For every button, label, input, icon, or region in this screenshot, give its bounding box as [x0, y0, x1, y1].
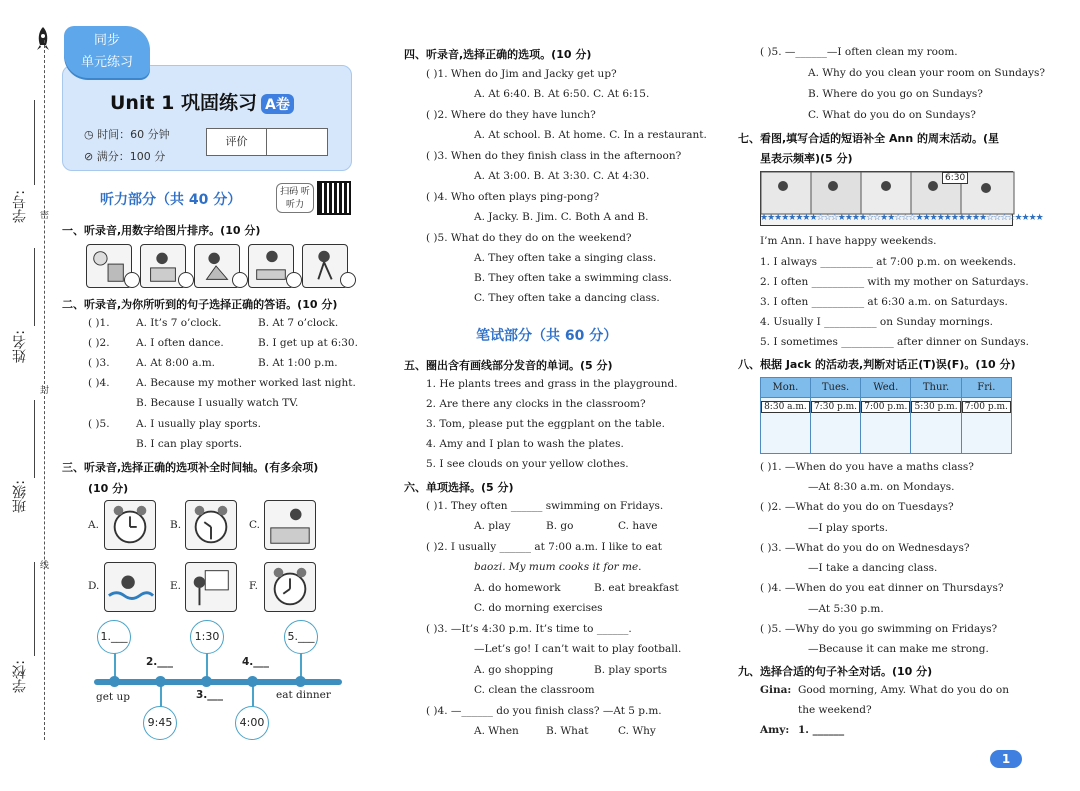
q3-points: (10 分): [88, 482, 129, 495]
q5-item-4[interactable]: 4. Amy and I plan to wash the plates.: [426, 438, 624, 450]
q7-item-3[interactable]: 3. I often __________ at 6:30 a.m. on Saturdays.: [760, 296, 1008, 308]
q2-item-1-number[interactable]: ( )1.: [88, 317, 110, 329]
q3-option-c-label: C.: [249, 519, 260, 531]
schedule-time-wed: 7:00 p.m.: [861, 401, 910, 413]
q8-heading: 八、根据 Jack 的活动表,判断对话正(T)误(F)。(10 分): [738, 358, 1016, 371]
q6-item-5-option-b: B. Where do you go on Sundays?: [808, 88, 983, 100]
qr-code-icon[interactable]: [317, 181, 351, 215]
q5-item-3[interactable]: 3. Tom, please put the eggplant on the table.: [426, 418, 665, 430]
school-blank[interactable]: [34, 562, 35, 656]
q9-heading: 九、选择合适的句子补全对话。(10 分): [738, 665, 933, 678]
timeline-slot-2[interactable]: 2.___: [146, 656, 174, 668]
timeline-end-label: eat dinner: [276, 689, 331, 701]
badge-line1: 同步: [93, 33, 120, 48]
q4-item-4-question[interactable]: ( )4. Who often plays ping-pong?: [426, 191, 600, 203]
q9-gina-name: Gina:: [760, 684, 792, 696]
q6-item-5-option-c: C. What do you do on Sundays?: [808, 109, 976, 121]
q7-intro: I’m Ann. I have happy weekends.: [760, 235, 937, 247]
schedule-day-wed: Wed.: [861, 378, 911, 398]
q3-option-b-label: B.: [170, 519, 182, 531]
q2-item-2-a: A. I often dance.: [136, 337, 224, 349]
timeline-time-130: 1:30: [190, 620, 224, 654]
q1-answer-circle-1[interactable]: [124, 272, 140, 288]
q6-item-4-question[interactable]: ( )4. —______ do you finish class? —At 5 p.m.: [426, 705, 662, 717]
q3-option-f-alarm-clock[interactable]: [264, 562, 316, 612]
q8-schedule-table: [760, 377, 1012, 454]
q2-item-4-number[interactable]: ( )4.: [88, 377, 110, 389]
q8-item-4-answer: —At 5:30 p.m.: [808, 603, 884, 615]
name-label: 姓名:: [12, 330, 28, 363]
q2-item-1-b: B. At 7 o’clock.: [258, 317, 339, 329]
q4-item-3-options: A. At 3:00. B. At 3:30. C. At 4:30.: [474, 170, 650, 182]
q4-item-1-options: A. At 6:40. B. At 6:50. C. At 6:15.: [474, 88, 650, 100]
schedule-cell-tues: [810, 398, 860, 454]
q6-item-1-option-a: A. play: [474, 520, 511, 532]
q6-item-5-option-a: A. Why do you clean your room on Sundays?: [808, 67, 1046, 79]
timeline-slot-3[interactable]: 3.___: [196, 689, 224, 701]
score-info: [84, 148, 165, 164]
q9-gina-line2: the weekend?: [798, 704, 872, 716]
q6-item-2-option-b: B. eat breakfast: [594, 582, 679, 594]
cut-mark-xian: 线: [38, 560, 48, 569]
q5-heading: 五、圈出含有画线部分发音的单词。(5 分): [404, 359, 613, 372]
q2-heading: 二、听录音,为你所听到的句子选择正确的答语。(10 分): [62, 298, 338, 311]
q2-item-5-a: A. I usually play sports.: [136, 418, 261, 430]
q3-option-b-alarm-clock[interactable]: [185, 500, 237, 550]
q8-item-5-answer: —Because it can make me strong.: [808, 643, 989, 655]
scan-label: 扫码 听听力: [276, 183, 314, 213]
timeline-time-945: 9:45: [143, 706, 177, 740]
schedule-day-thur: Thur.: [911, 378, 961, 398]
q7-clock-time: 6:30: [942, 172, 968, 184]
q5-item-5[interactable]: 5. I see clouds on your yellow clothes.: [426, 458, 629, 470]
schedule-cell-wed: [861, 398, 911, 454]
q2-item-2-b: B. I get up at 6:30.: [258, 337, 358, 349]
q8-item-4-question[interactable]: ( )4. —When do you eat dinner on Thursdays?: [760, 582, 1004, 594]
q8-item-3-question[interactable]: ( )3. —What do you do on Wednesdays?: [760, 542, 970, 554]
q6-item-1-option-c: C. have: [618, 520, 658, 532]
q1-answer-circle-3[interactable]: [232, 272, 248, 288]
cut-mark-feng: 封: [38, 385, 48, 394]
q4-item-1-question[interactable]: ( )1. When do Jim and Jacky get up?: [426, 68, 617, 80]
q3-heading: 三、听录音,选择正确的选项补全时间轴。(有多余项): [62, 461, 319, 474]
q4-item-5-option-b: B. They often take a swimming class.: [474, 272, 672, 284]
q3-option-a-label: A.: [88, 519, 99, 531]
q8-item-1-question[interactable]: ( )1. —When do you have a maths class?: [760, 461, 974, 473]
q8-item-3-answer: —I take a dancing class.: [808, 562, 938, 574]
schedule-day-tues: Tues.: [810, 378, 860, 398]
q3-option-d-swimming[interactable]: [104, 562, 156, 612]
schedule-cell-fri: [961, 398, 1011, 454]
schedule-day-mon: Mon.: [761, 378, 811, 398]
q6-item-2-option-a: A. do homework: [474, 582, 561, 594]
sync-badge: [64, 26, 150, 78]
q1-answer-circle-4[interactable]: [286, 272, 302, 288]
q4-heading: 四、听录音,选择正确的选项。(10 分): [404, 48, 592, 61]
time-info: [84, 126, 170, 142]
q1-answer-circle-5[interactable]: [340, 272, 356, 288]
time-label: 时间：60 分钟: [97, 128, 170, 141]
q8-item-5-question[interactable]: ( )5. —Why do you go swimming on Fridays?: [760, 623, 998, 635]
unit-title-text: Unit 1 巩固练习: [110, 92, 257, 114]
timeline-dot-5: [295, 676, 306, 687]
q6-item-2-option-c: C. do morning exercises: [474, 602, 603, 614]
q6-item-4-option-c: C. Why: [618, 725, 656, 737]
q2-item-5-b: B. I can play sports.: [136, 438, 243, 450]
check-icon: ⊘: [84, 150, 97, 163]
schedule-time-tues: 7:30 p.m.: [811, 401, 860, 413]
q9-gina-line1: Good morning, Amy. What do you do on: [798, 684, 1009, 696]
timeline-start-label: get up: [96, 691, 130, 703]
timeline-slot-1[interactable]: 1.___: [97, 620, 131, 654]
writing-title: 笔试部分（共 60 分）: [476, 328, 618, 344]
page-number: 1: [990, 750, 1022, 768]
q1-heading: 一、听录音,用数字给图片排序。(10 分): [62, 224, 261, 237]
q7-frequency-stars: ★★★★★★★★☆☆☆★★★★☆☆★★☆☆☆★★★★★★★★★★☆☆☆☆★★★★: [760, 213, 1043, 223]
name-blank[interactable]: [34, 248, 35, 326]
q1-answer-circle-2[interactable]: [178, 272, 194, 288]
q6-item-3-question-cont: —Let’s go! I can’t wait to play football.: [474, 643, 682, 655]
q2-item-5-number[interactable]: ( )5.: [88, 418, 110, 430]
score-label: 满分：100 分: [96, 150, 166, 163]
q6-heading: 六、单项选择。(5 分): [404, 481, 514, 494]
eval-label: 评价: [207, 129, 267, 155]
schedule-cell-thur: [911, 398, 961, 454]
q6-item-4-option-a: A. When: [474, 725, 519, 737]
q3-option-f-label: F.: [249, 580, 258, 592]
version-tag: A卷: [261, 94, 294, 114]
student-id-label: 学号:: [12, 190, 28, 223]
timeline-dot-3: [201, 676, 212, 687]
q5-item-1[interactable]: 1. He plants trees and grass in the playground.: [426, 378, 678, 390]
timeline-slot-4[interactable]: 4.___: [242, 656, 270, 668]
q6-item-3-question[interactable]: ( )3. —It’s 4:30 p.m. It’s time to ______.: [426, 623, 632, 635]
evaluation-box: [206, 128, 328, 156]
q3-option-c-washing-dishes[interactable]: [264, 500, 316, 550]
timeline-dot-4: [247, 676, 258, 687]
q6-item-3-option-c: C. clean the classroom: [474, 684, 595, 696]
q5-item-2[interactable]: 2. Are there any clocks in the classroom?: [426, 398, 646, 410]
q6-item-4-option-b: B. What: [546, 725, 589, 737]
q6-item-2-question-cont: baozi. My mum cooks it for me.: [474, 561, 642, 573]
q2-item-3-number[interactable]: ( )3.: [88, 357, 110, 369]
q6-item-3-option-a: A. go shopping: [474, 664, 554, 676]
unit-title: [110, 88, 294, 115]
q6-item-1-option-b: B. go: [546, 520, 574, 532]
q4-item-5-option-c: C. They often take a dancing class.: [474, 292, 660, 304]
timeline-dot-1: [109, 676, 120, 687]
q3-option-d-label: D.: [88, 580, 100, 592]
q4-item-5-option-a: A. They often take a singing class.: [474, 252, 657, 264]
q2-item-4-a: A. Because my mother worked last night.: [136, 377, 356, 389]
timeline-dot-2: [155, 676, 166, 687]
schedule-time-mon: 8:30 a.m.: [761, 401, 810, 413]
q8-item-1-answer: —At 8:30 a.m. on Mondays.: [808, 481, 955, 493]
q9-amy-blank-1[interactable]: 1. ______: [798, 724, 845, 736]
q7-item-2[interactable]: 2. I often __________ with my mother on Saturdays.: [760, 276, 1029, 288]
student-id-blank[interactable]: [34, 100, 35, 185]
q6-item-2-question[interactable]: ( )2. I usually ______ at 7:00 a.m. I like to eat: [426, 541, 663, 553]
clock-icon: ◷: [84, 128, 98, 141]
timeline-slot-5[interactable]: 5.___: [284, 620, 318, 654]
q4-item-5-question[interactable]: ( )5. What do they do on the weekend?: [426, 232, 632, 244]
q6-item-3-option-b: B. play sports: [594, 664, 668, 676]
q2-item-4-b: B. Because I usually watch TV.: [136, 397, 299, 409]
q6-item-1-question[interactable]: ( )1. They often ______ swimming on Fridays.: [426, 500, 664, 512]
q6-item-5-question[interactable]: ( )5. —______—I often clean my room.: [760, 46, 958, 58]
q7-heading: 七、看图,填写合适的短语补全 Ann 的周末活动。(星: [738, 132, 1000, 145]
q9-amy-name: Amy:: [760, 724, 790, 736]
q7-heading-cont: 星表示频率)(5 分): [760, 152, 853, 165]
q4-item-4-options: A. Jacky. B. Jim. C. Both A and B.: [474, 211, 649, 223]
q8-item-2-answer: —I play sports.: [808, 522, 888, 534]
school-label: 学校:: [12, 660, 28, 693]
schedule-cell-mon: [761, 398, 811, 454]
class-label: 班级:: [12, 480, 28, 513]
q7-item-1[interactable]: 1. I always __________ at 7:00 p.m. on weekends.: [760, 256, 1017, 268]
schedule-time-fri: 7:00 p.m.: [962, 401, 1011, 413]
badge-line2: 单元练习: [80, 55, 133, 70]
q7-item-5[interactable]: 5. I sometimes __________ after dinner on Sundays.: [760, 336, 1029, 348]
q2-item-3-a: A. At 8:00 a.m.: [136, 357, 216, 369]
cut-mark-mi: 密: [38, 210, 48, 219]
q3-option-a-alarm-clock[interactable]: [104, 500, 156, 550]
rocket-icon: [34, 26, 52, 52]
listening-title: 听力部分（共 40 分）: [100, 192, 242, 208]
q4-item-3-question[interactable]: ( )3. When do they finish class in the afternoon?: [426, 150, 682, 162]
q4-item-2-question[interactable]: ( )2. Where do they have lunch?: [426, 109, 596, 121]
q7-item-4[interactable]: 4. Usually I __________ on Sunday mornings.: [760, 316, 993, 328]
q2-item-2-number[interactable]: ( )2.: [88, 337, 110, 349]
q2-item-3-b: B. At 1:00 p.m.: [258, 357, 338, 369]
schedule-time-thur: 5:30 p.m.: [911, 401, 960, 413]
timeline-time-400: 4:00: [235, 706, 269, 740]
q2-item-1-a: A. It’s 7 o’clock.: [136, 317, 222, 329]
q3-option-e-drawing[interactable]: [185, 562, 237, 612]
q3-option-e-label: E.: [170, 580, 182, 592]
schedule-day-fri: Fri.: [961, 378, 1011, 398]
q4-item-2-options: A. At school. B. At home. C. In a restaurant.: [474, 129, 707, 141]
q8-item-2-question[interactable]: ( )2. —What do you do on Tuesdays?: [760, 501, 954, 513]
class-blank[interactable]: [34, 400, 35, 478]
